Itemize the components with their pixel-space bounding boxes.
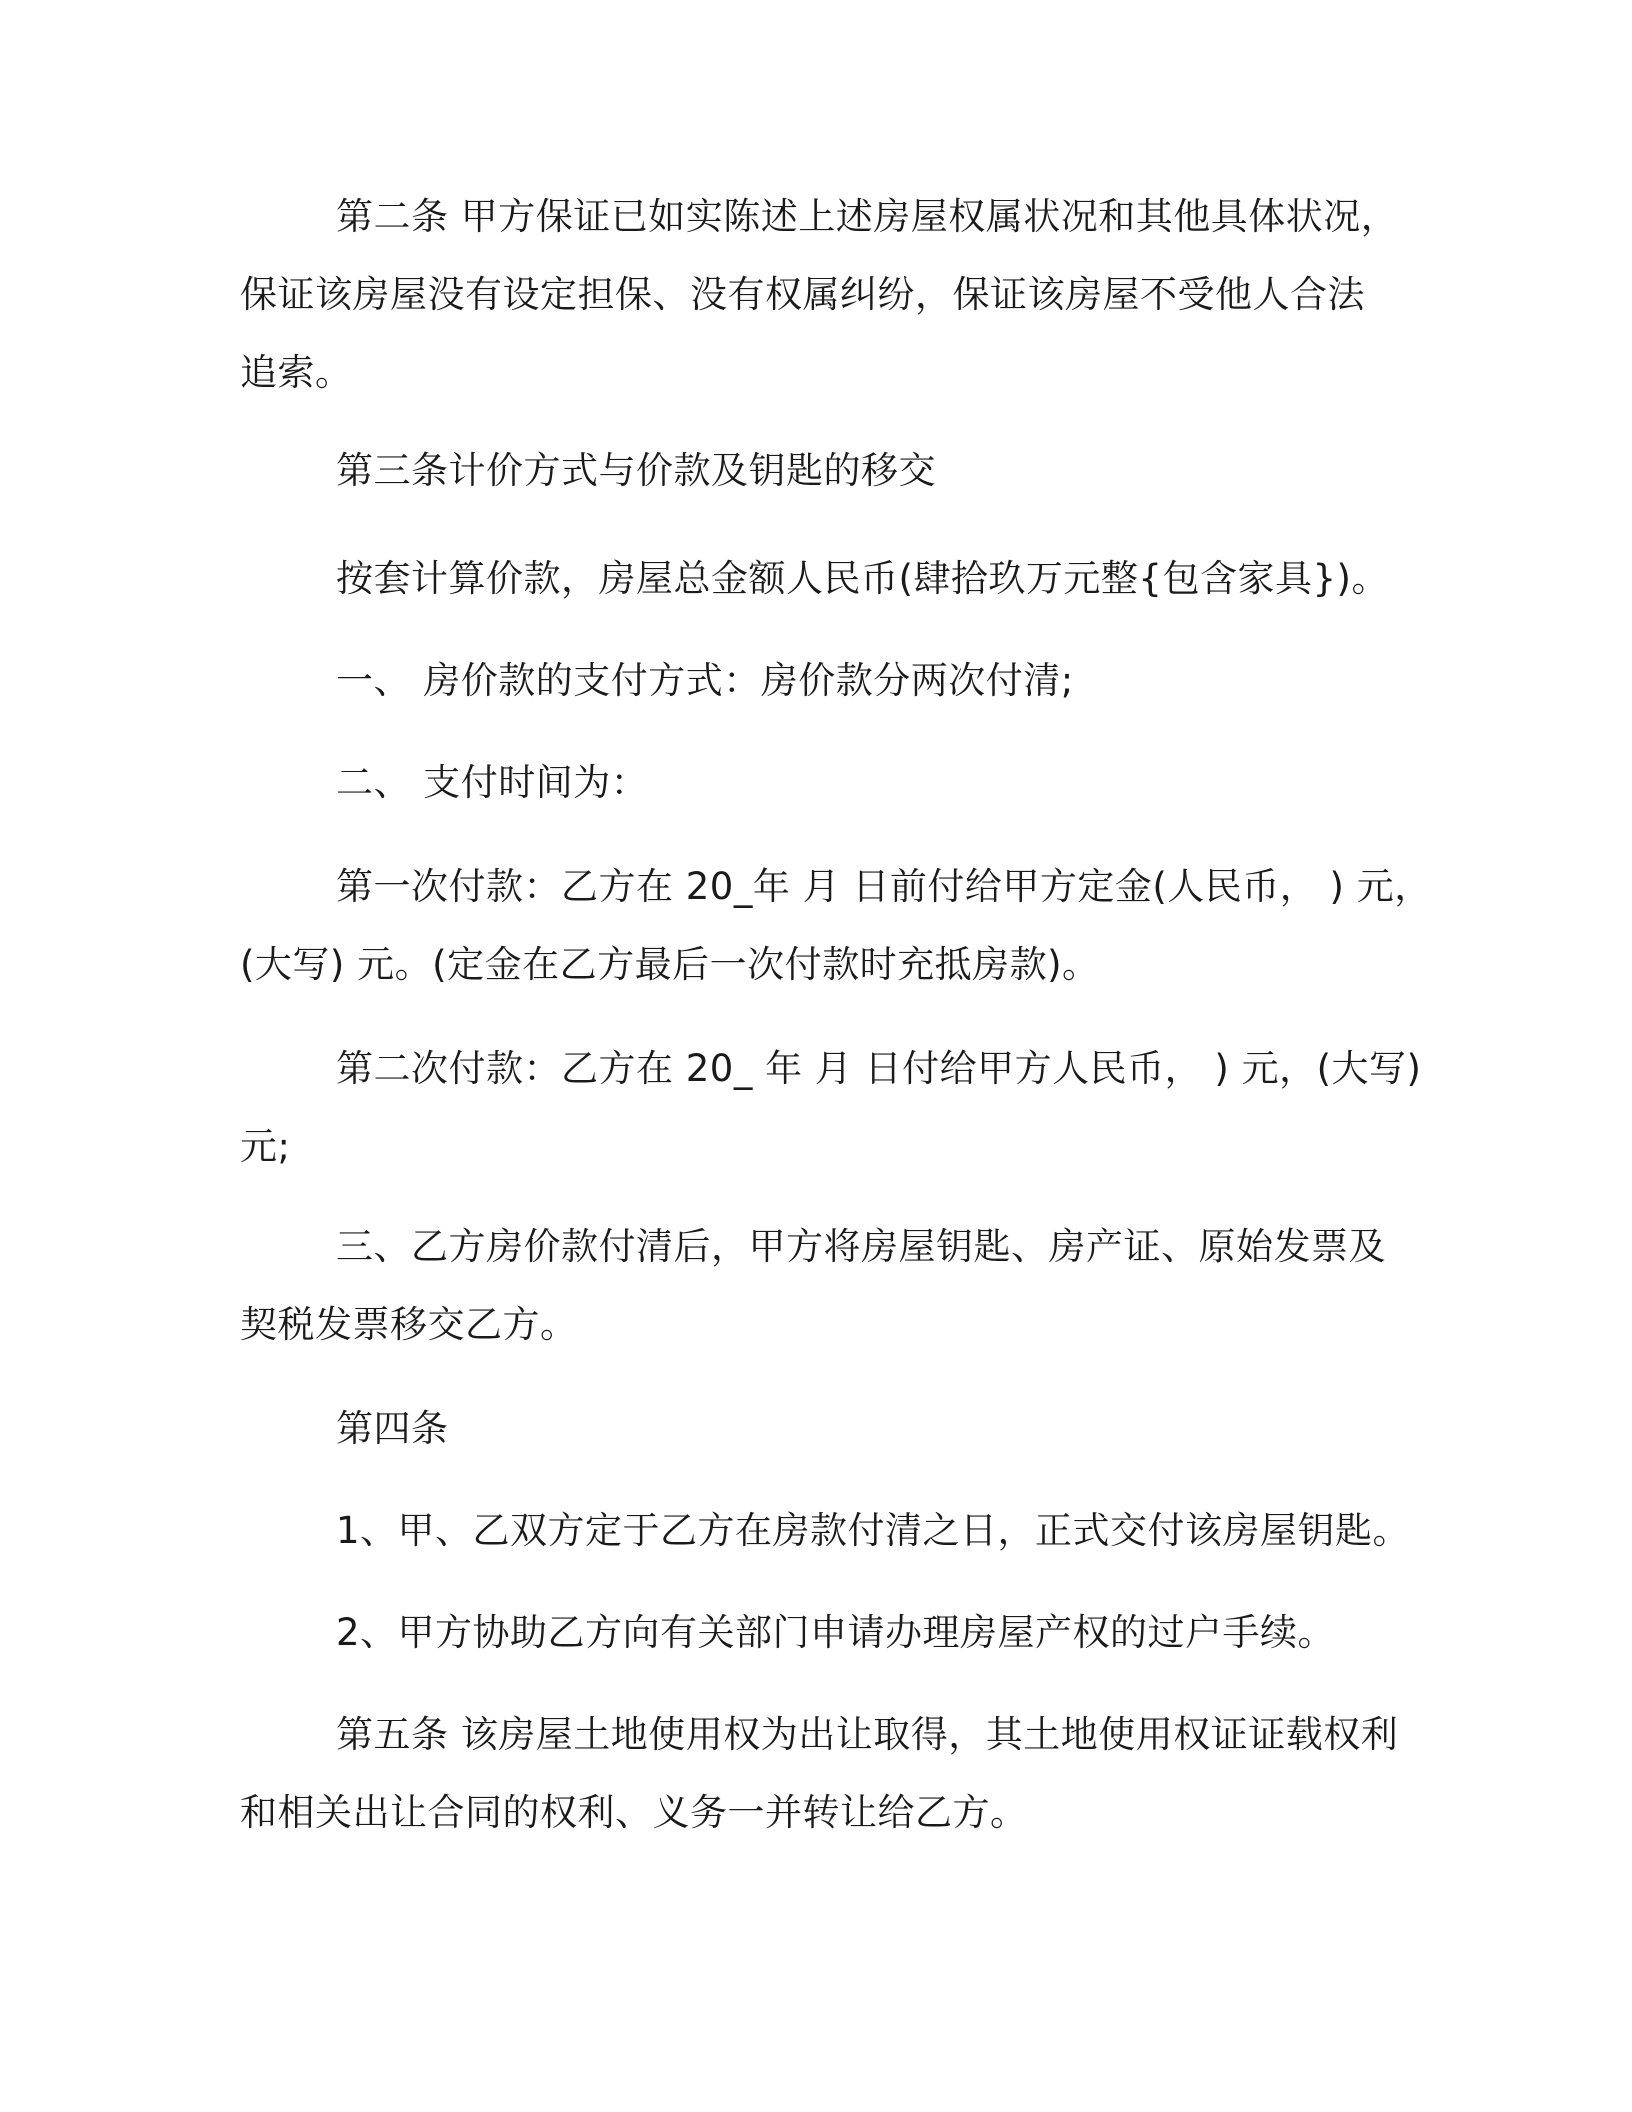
text-line: 和相关出让合同的权利、义务一并转让给乙方。 (240, 1791, 1028, 1834)
second-payment-paragraph (240, 1030, 1422, 1186)
article-2-paragraph (240, 178, 1399, 412)
article-4-item-2 (240, 1594, 1380, 1672)
payment-time-paragraph (240, 744, 1380, 822)
text-line: 第二次付款：乙方在 20_ 年 月 日付给甲方人民币， ) 元，(大写) (336, 1047, 1422, 1090)
payment-method-paragraph (240, 642, 1380, 720)
text-line: 第一次付款：乙方在 20_年 月 日前付给甲方定金(人民币， ) 元， (336, 865, 1432, 908)
text-line: 三、乙方房价款付清后，甲方将房屋钥匙、房产证、原始发票及 (336, 1225, 1386, 1268)
first-payment-paragraph (240, 848, 1432, 1004)
text-line: 二、 支付时间为： (336, 761, 649, 804)
text-line: 第五条 该房屋土地使用权为出让取得，其土地使用权证证载权利 (336, 1713, 1399, 1756)
text-line: 第二条 甲方保证已如实陈述上述房屋权属状况和其他具体状况， (336, 195, 1399, 238)
article-5-paragraph (240, 1696, 1399, 1852)
pricing-paragraph (240, 540, 1389, 618)
text-line: 第三条计价方式与价款及钥匙的移交 (336, 449, 936, 492)
text-line: 保证该房屋没有设定担保、没有权属纠纷，保证该房屋不受他人合法 (240, 273, 1365, 316)
key-handover-paragraph (240, 1208, 1386, 1364)
text-line: 第四条 (336, 1407, 449, 1450)
text-line: 追索。 (240, 351, 353, 394)
article-4-item-1 (240, 1492, 1411, 1570)
text-line: 2、甲方协助乙方向有关部门申请办理房屋产权的过户手续。 (336, 1611, 1336, 1654)
text-line: 一、 房价款的支付方式：房价款分两次付清; (336, 659, 1074, 702)
text-line: 1、甲、乙双方定于乙方在房款付清之日，正式交付该房屋钥匙。 (336, 1509, 1411, 1552)
text-line: (大写) 元。(定金在乙方最后一次付款时充抵房款)。 (240, 943, 1100, 986)
text-line: 契税发票移交乙方。 (240, 1303, 578, 1346)
article-3-heading (240, 432, 1380, 510)
article-4-heading (240, 1390, 1380, 1468)
text-line: 按套计算价款，房屋总金额人民币(肆拾玖万元整{包含家具})。 (336, 557, 1389, 600)
text-line: 元; (240, 1125, 291, 1168)
